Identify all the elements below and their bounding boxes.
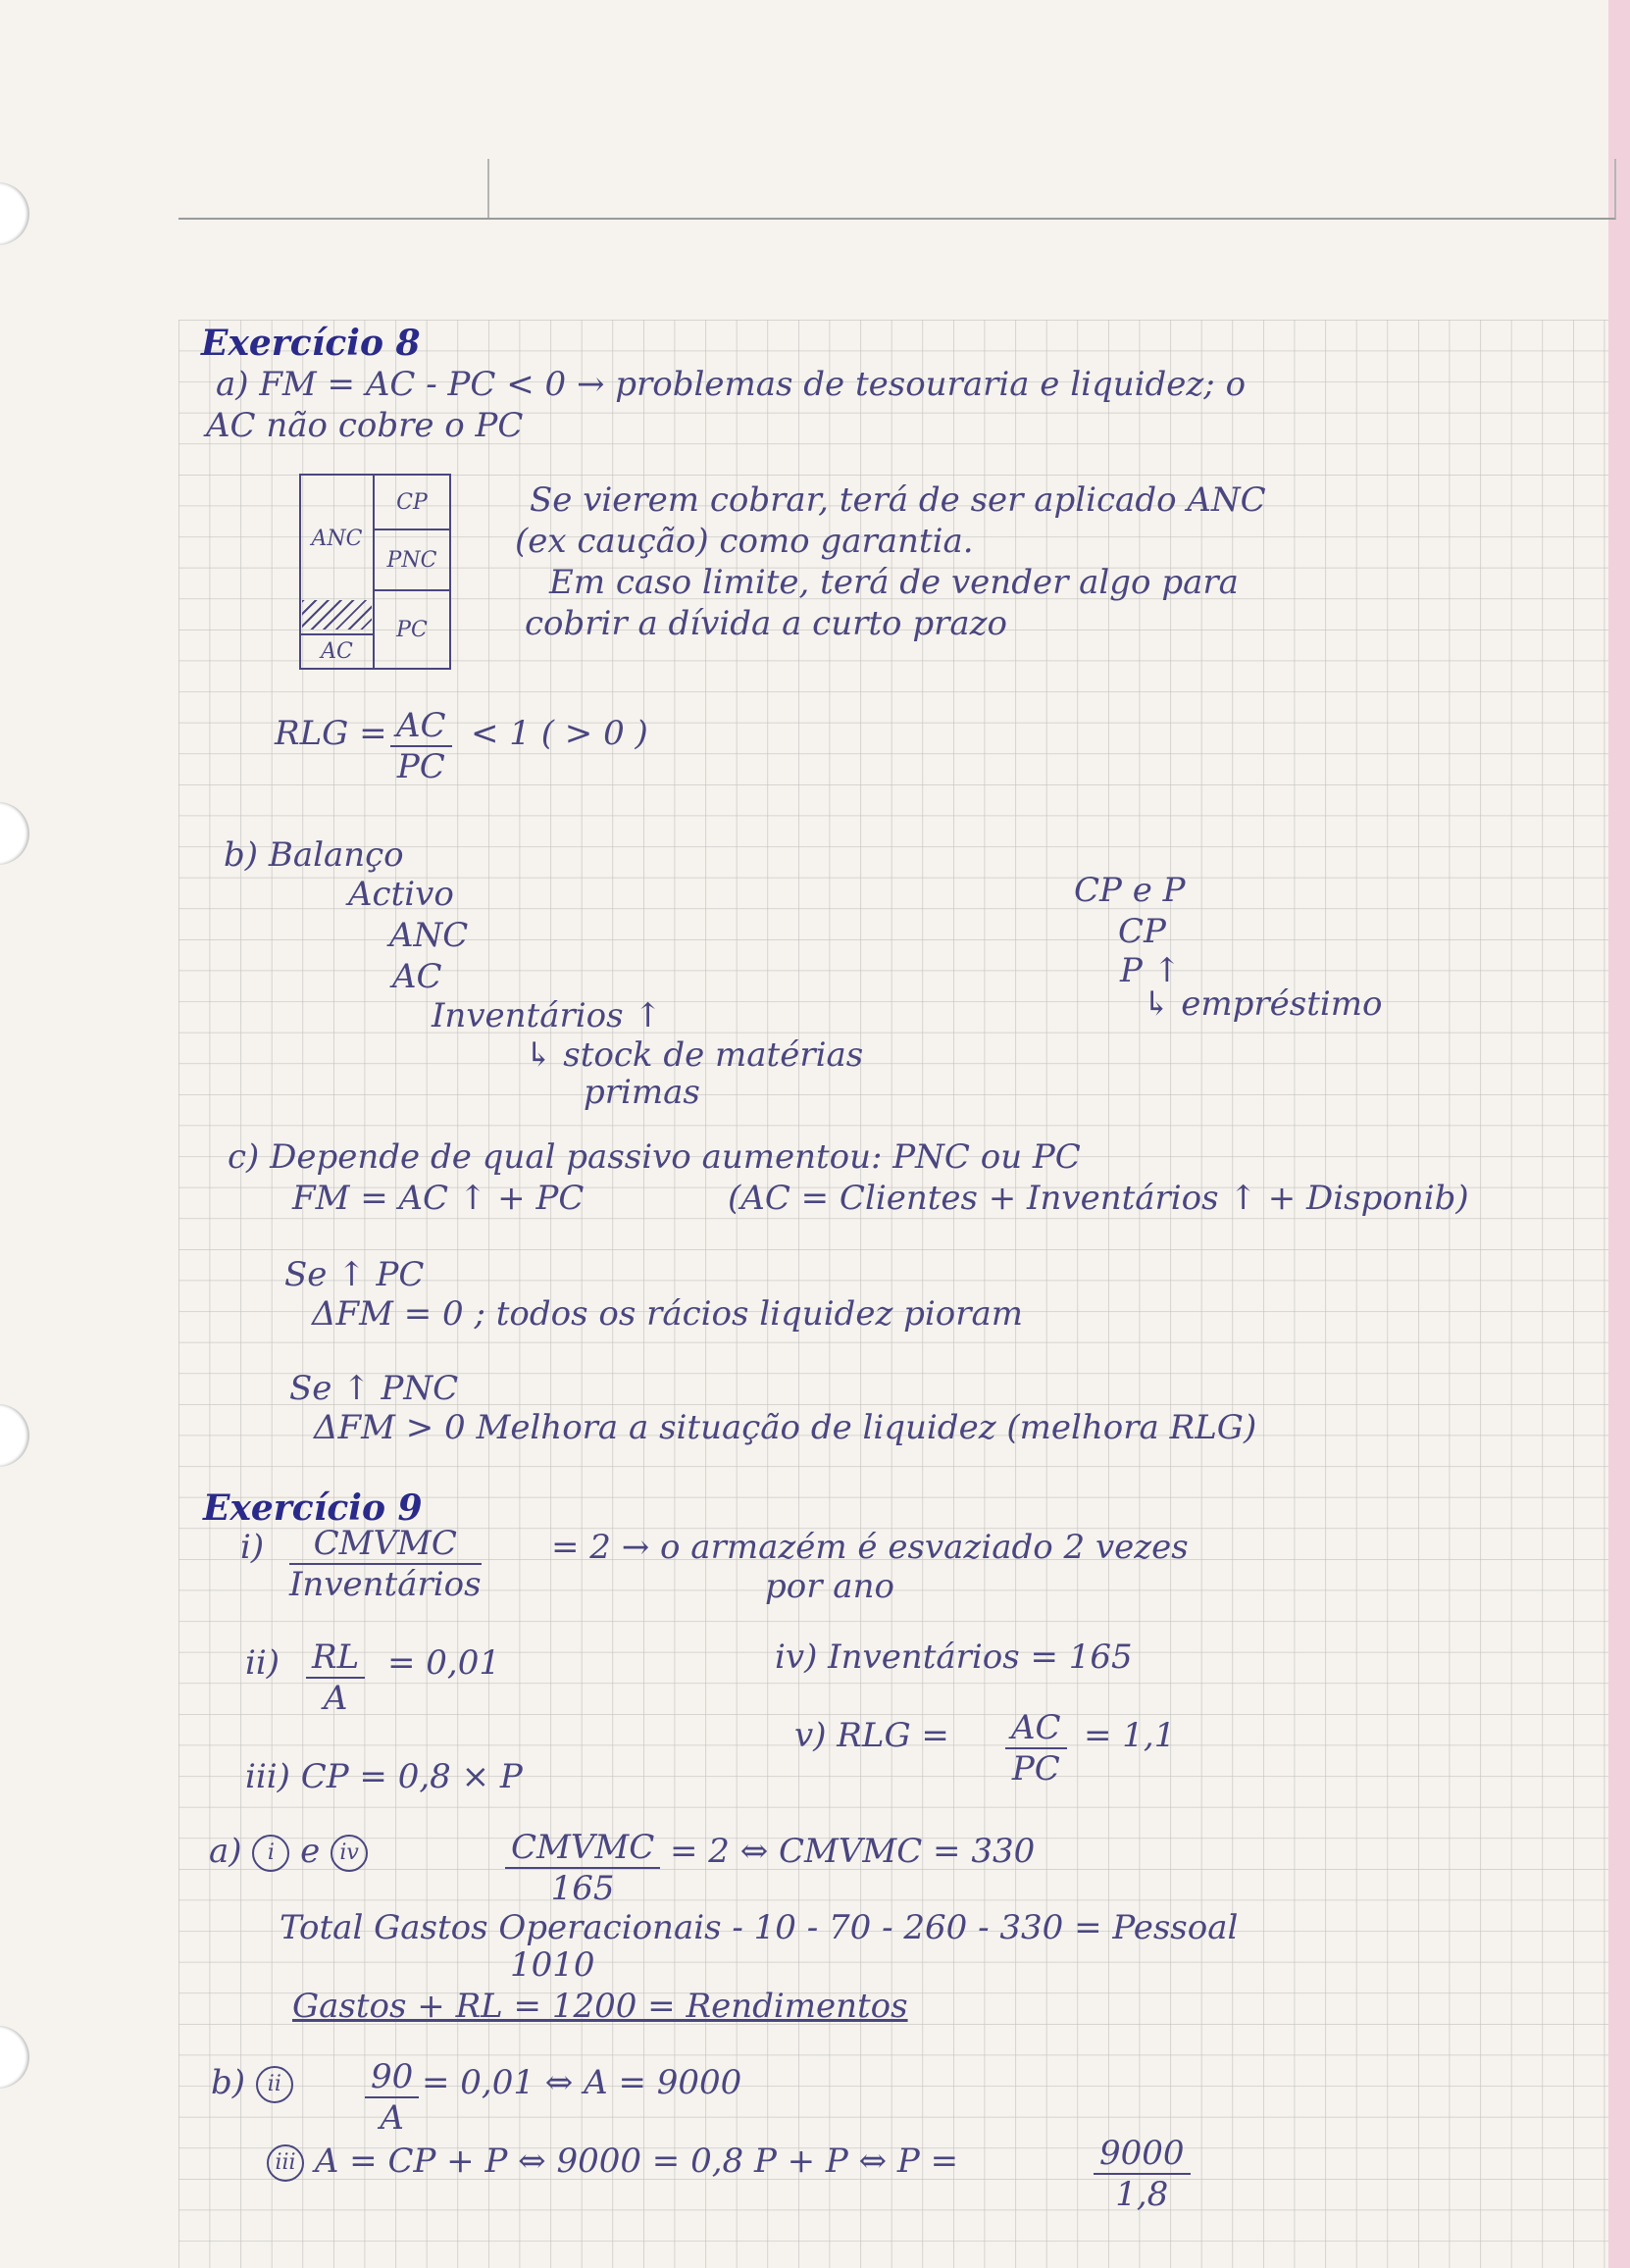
ex9-i-fraction bbox=[289, 1524, 482, 1604]
ex9-b-num: 90 bbox=[365, 2057, 419, 2098]
ex8-note3: Em caso limite, terá de vender algo para bbox=[549, 563, 1239, 602]
ex8-b-cpep: CP e P bbox=[1074, 871, 1186, 910]
ex8-c-line2b: (AC = Clientes + Inventários ↑ + Disponib) bbox=[728, 1179, 1469, 1218]
ex8-c-se2: Se ↑ PNC bbox=[289, 1369, 459, 1408]
ex9-p-num: 9000 bbox=[1094, 2134, 1191, 2175]
ex9-iv: iv) Inventários = 165 bbox=[775, 1638, 1133, 1677]
rlg-fraction bbox=[390, 706, 452, 786]
box-ac: AC bbox=[299, 633, 375, 670]
ex9-v-den: PC bbox=[1011, 1749, 1060, 1789]
ex9-a-e: e bbox=[300, 1832, 321, 1871]
ex8-a-line1: a) FM = AC - PC < 0 → problemas de tesouraria e liquidez; o bbox=[216, 365, 1247, 404]
rlg-den: PC bbox=[396, 747, 445, 786]
ex8-b-stock: ↳ stock de matérias bbox=[525, 1035, 864, 1075]
ex9-a-text: a) bbox=[209, 1832, 242, 1871]
exercise8-title: Exercício 8 bbox=[201, 323, 421, 364]
ex8-b-label: b) Balanço bbox=[224, 835, 404, 875]
ex9-b-text: b) bbox=[211, 2063, 246, 2102]
ex9-v-num: AC bbox=[1005, 1708, 1067, 1749]
circled-iii: iii bbox=[267, 2144, 304, 2182]
ex9-v-label: v) RLG = bbox=[794, 1716, 949, 1755]
circled-ii: ii bbox=[256, 2066, 293, 2103]
ex9-iii: iii) CP = 0,8 × P bbox=[245, 1757, 523, 1796]
ex8-note4: cobrir a dívida a curto prazo bbox=[525, 604, 1007, 643]
rlg-num: AC bbox=[390, 706, 452, 747]
ex9-p-fraction bbox=[1094, 2134, 1191, 2214]
ex9-a-total: Total Gastos Operacionais - 10 - 70 - 260 - 330 = Pessoal bbox=[280, 1908, 1239, 1947]
ex9-a-den: 165 bbox=[550, 1869, 615, 1908]
ex8-c-line1: c) Depende de qual passivo aumentou: PNC ou PC bbox=[228, 1137, 1081, 1177]
ex8-b-cp: CP bbox=[1118, 912, 1166, 951]
box-pc: PC bbox=[373, 589, 451, 670]
ex9-b-rest: = 0,01 ⇔ A = 9000 bbox=[422, 2063, 742, 2102]
header-box bbox=[178, 159, 1616, 220]
ex9-a-label bbox=[209, 1832, 368, 1872]
ex9-b-fraction bbox=[365, 2057, 419, 2138]
ex9-a-rest: = 2 ⇔ CMVMC = 330 bbox=[670, 1832, 1036, 1871]
ex8-c-line2: FM = AC ↑ + PC bbox=[292, 1179, 585, 1218]
ex9-a-num: CMVMC bbox=[505, 1828, 660, 1869]
ex9-a-fraction bbox=[505, 1828, 660, 1908]
hatch-area bbox=[302, 600, 372, 630]
ex9-i-den: Inventários bbox=[289, 1565, 482, 1604]
ex9-b-label bbox=[211, 2063, 293, 2103]
ex9-a-total2: 1010 bbox=[510, 1945, 595, 1985]
rlg-label: RLG = bbox=[275, 714, 387, 753]
ex8-c-se1: Se ↑ PC bbox=[284, 1255, 425, 1294]
ex9-ii-rest: = 0,01 bbox=[387, 1643, 500, 1683]
ex9-v-rest: = 1,1 bbox=[1084, 1716, 1176, 1755]
ex9-ii-fraction bbox=[306, 1638, 365, 1718]
ex8-a-line2: AC não cobre o PC bbox=[206, 406, 524, 445]
box-anc: ANC bbox=[299, 474, 375, 670]
ex8-b-ac: AC bbox=[392, 957, 442, 996]
ex8-c-se2b: ΔFM > 0 Melhora a situação de liquidez (melhora RLG) bbox=[314, 1408, 1257, 1447]
box-cp: CP bbox=[373, 474, 451, 530]
ex9-b-line2 bbox=[267, 2142, 958, 2182]
ex9-p-den: 1,8 bbox=[1115, 2175, 1169, 2214]
ex9-i-label: i) bbox=[240, 1528, 265, 1567]
ex8-note1: Se vierem cobrar, terá de ser aplicado ANC bbox=[530, 480, 1266, 520]
ex9-ii-label: ii) bbox=[245, 1643, 280, 1683]
ex8-b-anc: ANC bbox=[389, 916, 469, 955]
ex9-ii-den: A bbox=[323, 1679, 348, 1718]
circled-i: i bbox=[252, 1835, 289, 1872]
ex8-b-inventarios: Inventários ↑ bbox=[432, 996, 662, 1035]
ex9-v-fraction bbox=[1005, 1708, 1067, 1789]
ex8-note2: (ex caução) como garantia. bbox=[515, 522, 974, 561]
ex9-i-num: CMVMC bbox=[289, 1524, 482, 1565]
page-edge bbox=[1608, 0, 1630, 2268]
ex9-i-rest: = 2 → o armazém é esvaziado 2 vezes bbox=[551, 1528, 1189, 1567]
exercise9-title: Exercício 9 bbox=[203, 1487, 423, 1529]
ex9-b-line2-text: A = CP + P ⇔ 9000 = 0,8 P + P ⇔ P = bbox=[314, 2142, 959, 2181]
ex9-a-gastos: Gastos + RL = 1200 = Rendimentos bbox=[292, 1987, 908, 2026]
ex9-ii-num: RL bbox=[306, 1638, 365, 1679]
ex8-b-primas: primas bbox=[584, 1073, 700, 1112]
ex9-i-rest2: por ano bbox=[765, 1567, 894, 1606]
box-pnc: PNC bbox=[373, 529, 451, 591]
ex8-c-se1b: ΔFM = 0 ; todos os rácios liquidez pioram bbox=[312, 1294, 1024, 1334]
ex8-b-activo: Activo bbox=[348, 875, 454, 914]
ex8-b-emprestimo: ↳ empréstimo bbox=[1143, 984, 1383, 1024]
ex8-b-p: P ↑ bbox=[1120, 951, 1182, 990]
ex9-b-den: A bbox=[380, 2098, 404, 2138]
circled-iv: iv bbox=[331, 1835, 368, 1872]
rlg-rest: < 1 ( > 0 ) bbox=[471, 714, 648, 753]
